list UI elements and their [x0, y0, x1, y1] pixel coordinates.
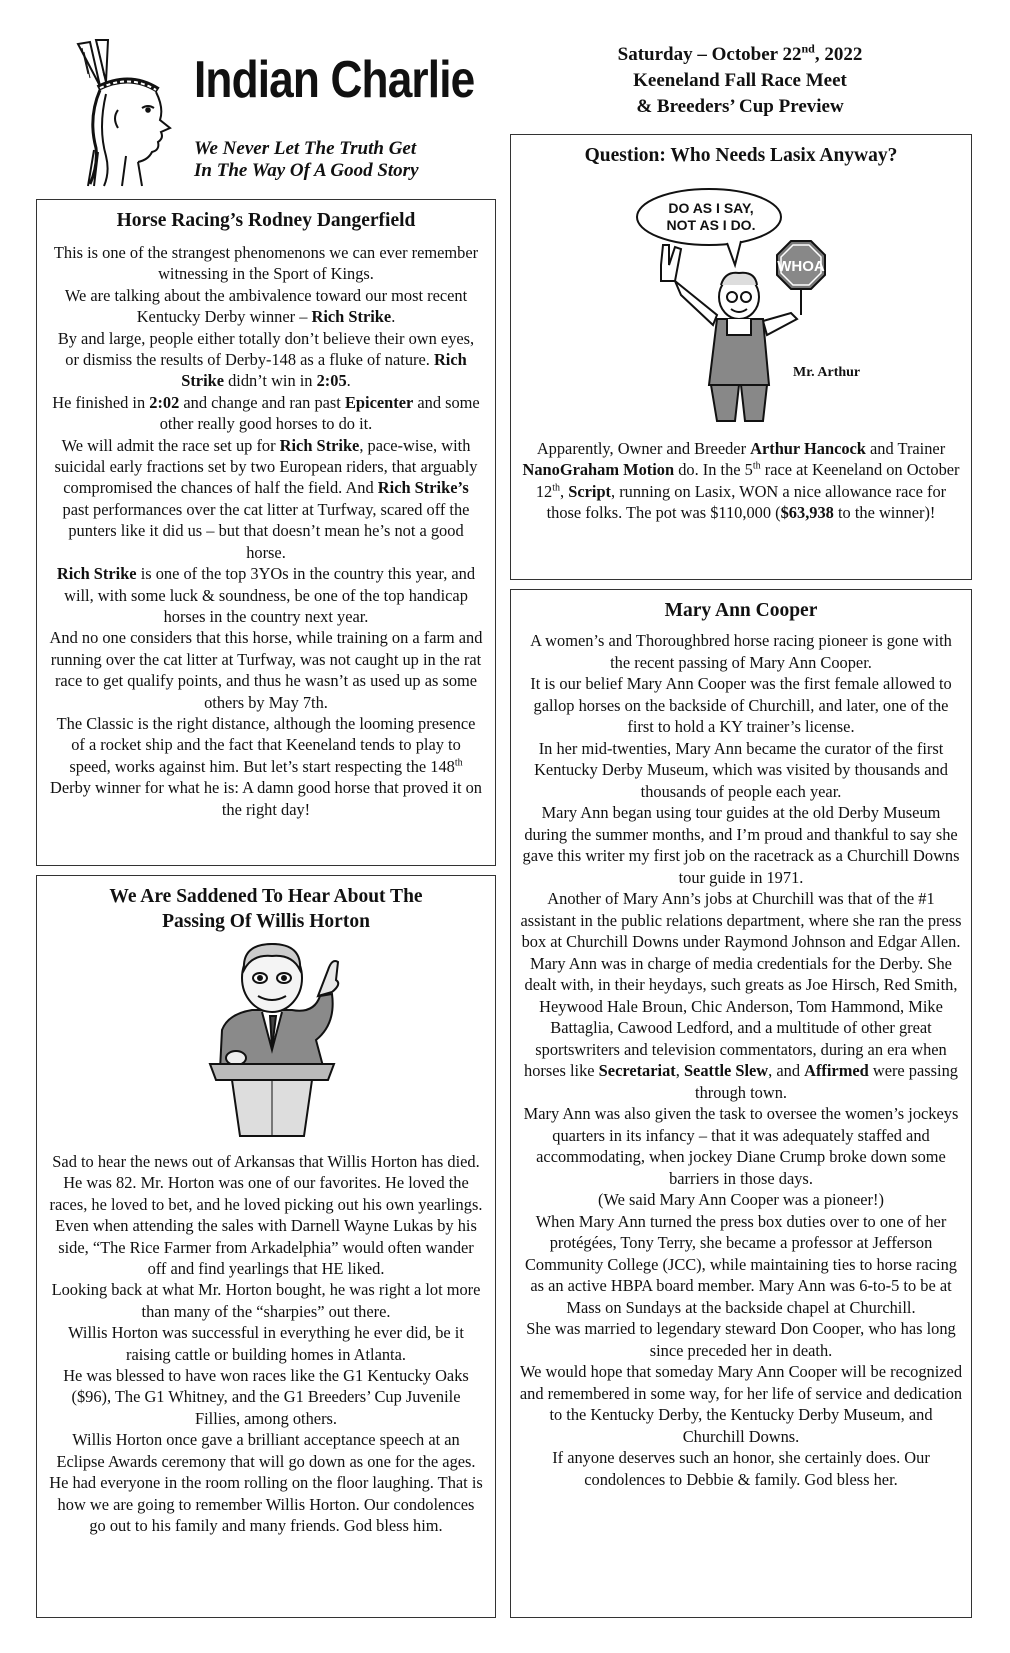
article-title: We Are Saddened To Hear About The Passing Of Willis Horton — [109, 886, 423, 932]
tagline-line-2: In The Way Of A Good Story — [194, 160, 419, 181]
article-horton — [36, 875, 496, 1618]
dateline — [508, 42, 972, 120]
article-lasix — [510, 134, 972, 580]
article-body — [49, 1151, 483, 1536]
speech-bubble-line-2: NOT AS I DO. — [666, 217, 756, 233]
paragraph: Mary Ann began using tour guides at the old Derby Museum during the summer months, and I’m proud and thankful to say she gave this writer my first job on the racetrack as a Churchill Downs tour guide in 1971. — [522, 803, 960, 887]
article-title: Horse Racing’s Rodney Dangerfield — [116, 210, 416, 231]
paragraph: Rich Strike is one of the top 3YOs in the country this year, and will, with some luck & soundness, be one of the top handicap horses in the country next year. — [56, 564, 476, 626]
article-body — [519, 630, 963, 1490]
paragraph: Sad to hear the news out of Arkansas that Willis Horton has died. He was 82. Mr. Horton was one of our favorites. He loved the races, he loved to bet, and he loved picking out his own yearlings. Even when attending the sales with Darnell Wayne Lukas by his side, “The Rice Farmer from Arkadelphia” would often wander off and find yearlings that HE liked. — [49, 1152, 483, 1279]
tagline-line-1: We Never Let The Truth Get — [194, 138, 417, 159]
article-title: Question: Who Needs Lasix Anyway? — [584, 145, 898, 166]
paragraph: And no one considers that this horse, while training on a farm and running over the cat litter at Turfway, was not caught up in the rat race to get qualify points, and thus he wasn’t as used up as some others by May 7th. — [49, 628, 483, 712]
article-body — [49, 242, 483, 820]
paragraph: Mary Ann was in charge of media credentials for the Derby. She dealt with, in their heydays, such greats as Joe Hirsch, Red Smith, Heywood Hale Broun, Chic Anderson, Tom Hammond, Mike Battaglia, Cawood Ledford, and a multitude of other great sportswriters and television commentators, during an era when horses like Secretariat, Seattle Slew, and Affirmed were passing through town. — [524, 953, 958, 1102]
article-cooper — [510, 589, 972, 1618]
paragraph: By and large, people either totally don’t believe their own eyes, or dismiss the results of Derby-148 as a fluke of nature. Rich Strike didn’t win in 2:05. — [57, 328, 475, 391]
mr-arthur-cartoon — [631, 185, 863, 425]
paragraph: Willis Horton once gave a brilliant acceptance speech at an Eclipse Awards ceremony that will go down as one for the ages. He had everyone in the room rolling on the floor laughing. That is how we are going to remember Willis Horton. Our condolences go out to his family and many friends. God bless him. — [49, 1430, 483, 1535]
dateline-meet: Keeneland Fall Race Meet — [633, 70, 847, 91]
paragraph: Mary Ann was also given the task to oversee the women’s jockeys quarters in its infancy – that it was adequately staffed and accommodating, when jockey Diane Crump broke down some barriers in those days. — [523, 1104, 959, 1188]
paragraph: Apparently, Owner and Breeder Arthur Hancock and Trainer NanoGraham Motion do. In the 5th race at Keeneland on October 12th, Script, running on Lasix, WON a nice allowance race for those folks. The pot was $110,000 ($63,938 to the winner)! — [522, 439, 960, 523]
dateline-preview: & Breeders’ Cup Preview — [636, 96, 844, 117]
paragraph: We will admit the race set up for Rich Strike, pace-wise, with suicidal early fractions set by two European riders, that arguably compromised the chances of half the field. And Rich Strike’s past performances over the cat litter at Turfway, scared off the punters like it did us – but that doesn’t mean he’s not a good horse. — [54, 435, 478, 562]
article-dangerfield — [36, 199, 496, 866]
paragraph: If anyone deserves such an honor, she certainly does. Our condolences to Debbie & family. God bless her. — [552, 1448, 930, 1489]
paragraph: A women’s and Thoroughbred horse racing pioneer is gone with the recent passing of Mary Ann Cooper. — [530, 631, 952, 672]
paragraph: Another of Mary Ann’s jobs at Churchill was that of the #1 assistant in the public relations department, where she ran the press box at Churchill Downs under Raymond Johnson and Edgar Allen. — [520, 889, 962, 951]
paragraph: We are talking about the ambivalence toward our most recent Kentucky Derby winner – Rich Strike. — [64, 285, 468, 327]
masthead — [60, 38, 500, 188]
paragraph: It is our belief Mary Ann Cooper was the first female allowed to gallop horses on the backside of Churchill, and later, one of the first to hold a KY trainer’s license. — [530, 674, 952, 736]
paragraph: When Mary Ann turned the press box duties over to one of her protégées, Tony Terry, she became a professor at Jefferson Community College (JCC), while maintaining ties to horse racing as an active HBPA board member. Mary Ann was 6-to-5 to be at Mass on Sundays at the backside chapel at Churchill. — [524, 1211, 957, 1317]
stop-sign-label: WHOA — [777, 258, 825, 275]
masthead-title: Indian Charlie — [194, 51, 475, 109]
paragraph: In her mid-twenties, Mary Ann became the curator of the first Kentucky Derby Museum, which was visited by thousands and thousands of people each year. — [534, 738, 948, 801]
paragraph: We would hope that someday Mary Ann Cooper will be recognized and remembered in some way, for her life of service and dedication to the Kentucky Derby, the Kentucky Derby Museum, and Churchill Downs. — [519, 1362, 963, 1446]
willis-horton-cartoon — [192, 940, 352, 1138]
cartoon-caption: Mr. Arthur — [793, 365, 861, 380]
paragraph: She was married to legendary steward Don Cooper, who has long since preceded her in death. — [526, 1319, 956, 1360]
paragraph: Looking back at what Mr. Horton bought, he was right a lot more than many of the “sharpies” out there. — [51, 1280, 481, 1321]
speech-bubble-line-1: DO AS I SAY, — [668, 200, 754, 216]
masthead-tagline — [194, 138, 419, 182]
paragraph: He was blessed to have won races like the G1 Kentucky Oaks ($96), The G1 Whitney, and the G1 Breeders’ Cup Juvenile Fillies, among others. — [63, 1366, 469, 1428]
paragraph: (We said Mary Ann Cooper was a pioneer!) — [598, 1190, 884, 1209]
paragraph: Willis Horton was successful in everything he ever did, be it raising cattle or building homes in Atlanta. — [68, 1323, 464, 1364]
article-body — [521, 438, 961, 524]
paragraph: This is one of the strangest phenomenons we can ever remember witnessing in the Sport of Kings. — [53, 243, 479, 284]
article-title: Mary Ann Cooper — [664, 600, 818, 621]
paragraph: He finished in 2:02 and change and ran past Epicenter and some other really good horses to do it. — [52, 392, 480, 434]
indian-chief-logo — [60, 38, 180, 188]
paragraph: The Classic is the right distance, although the looming presence of a rocket ship and the fact that Keeneland tends to play to speed, works against him. But let’s start respecting the 148th Derby winner for what he is: A damn good horse that proved it on the right day! — [50, 713, 482, 819]
dateline-date: Saturday – October 22nd, 2022 — [617, 41, 863, 65]
